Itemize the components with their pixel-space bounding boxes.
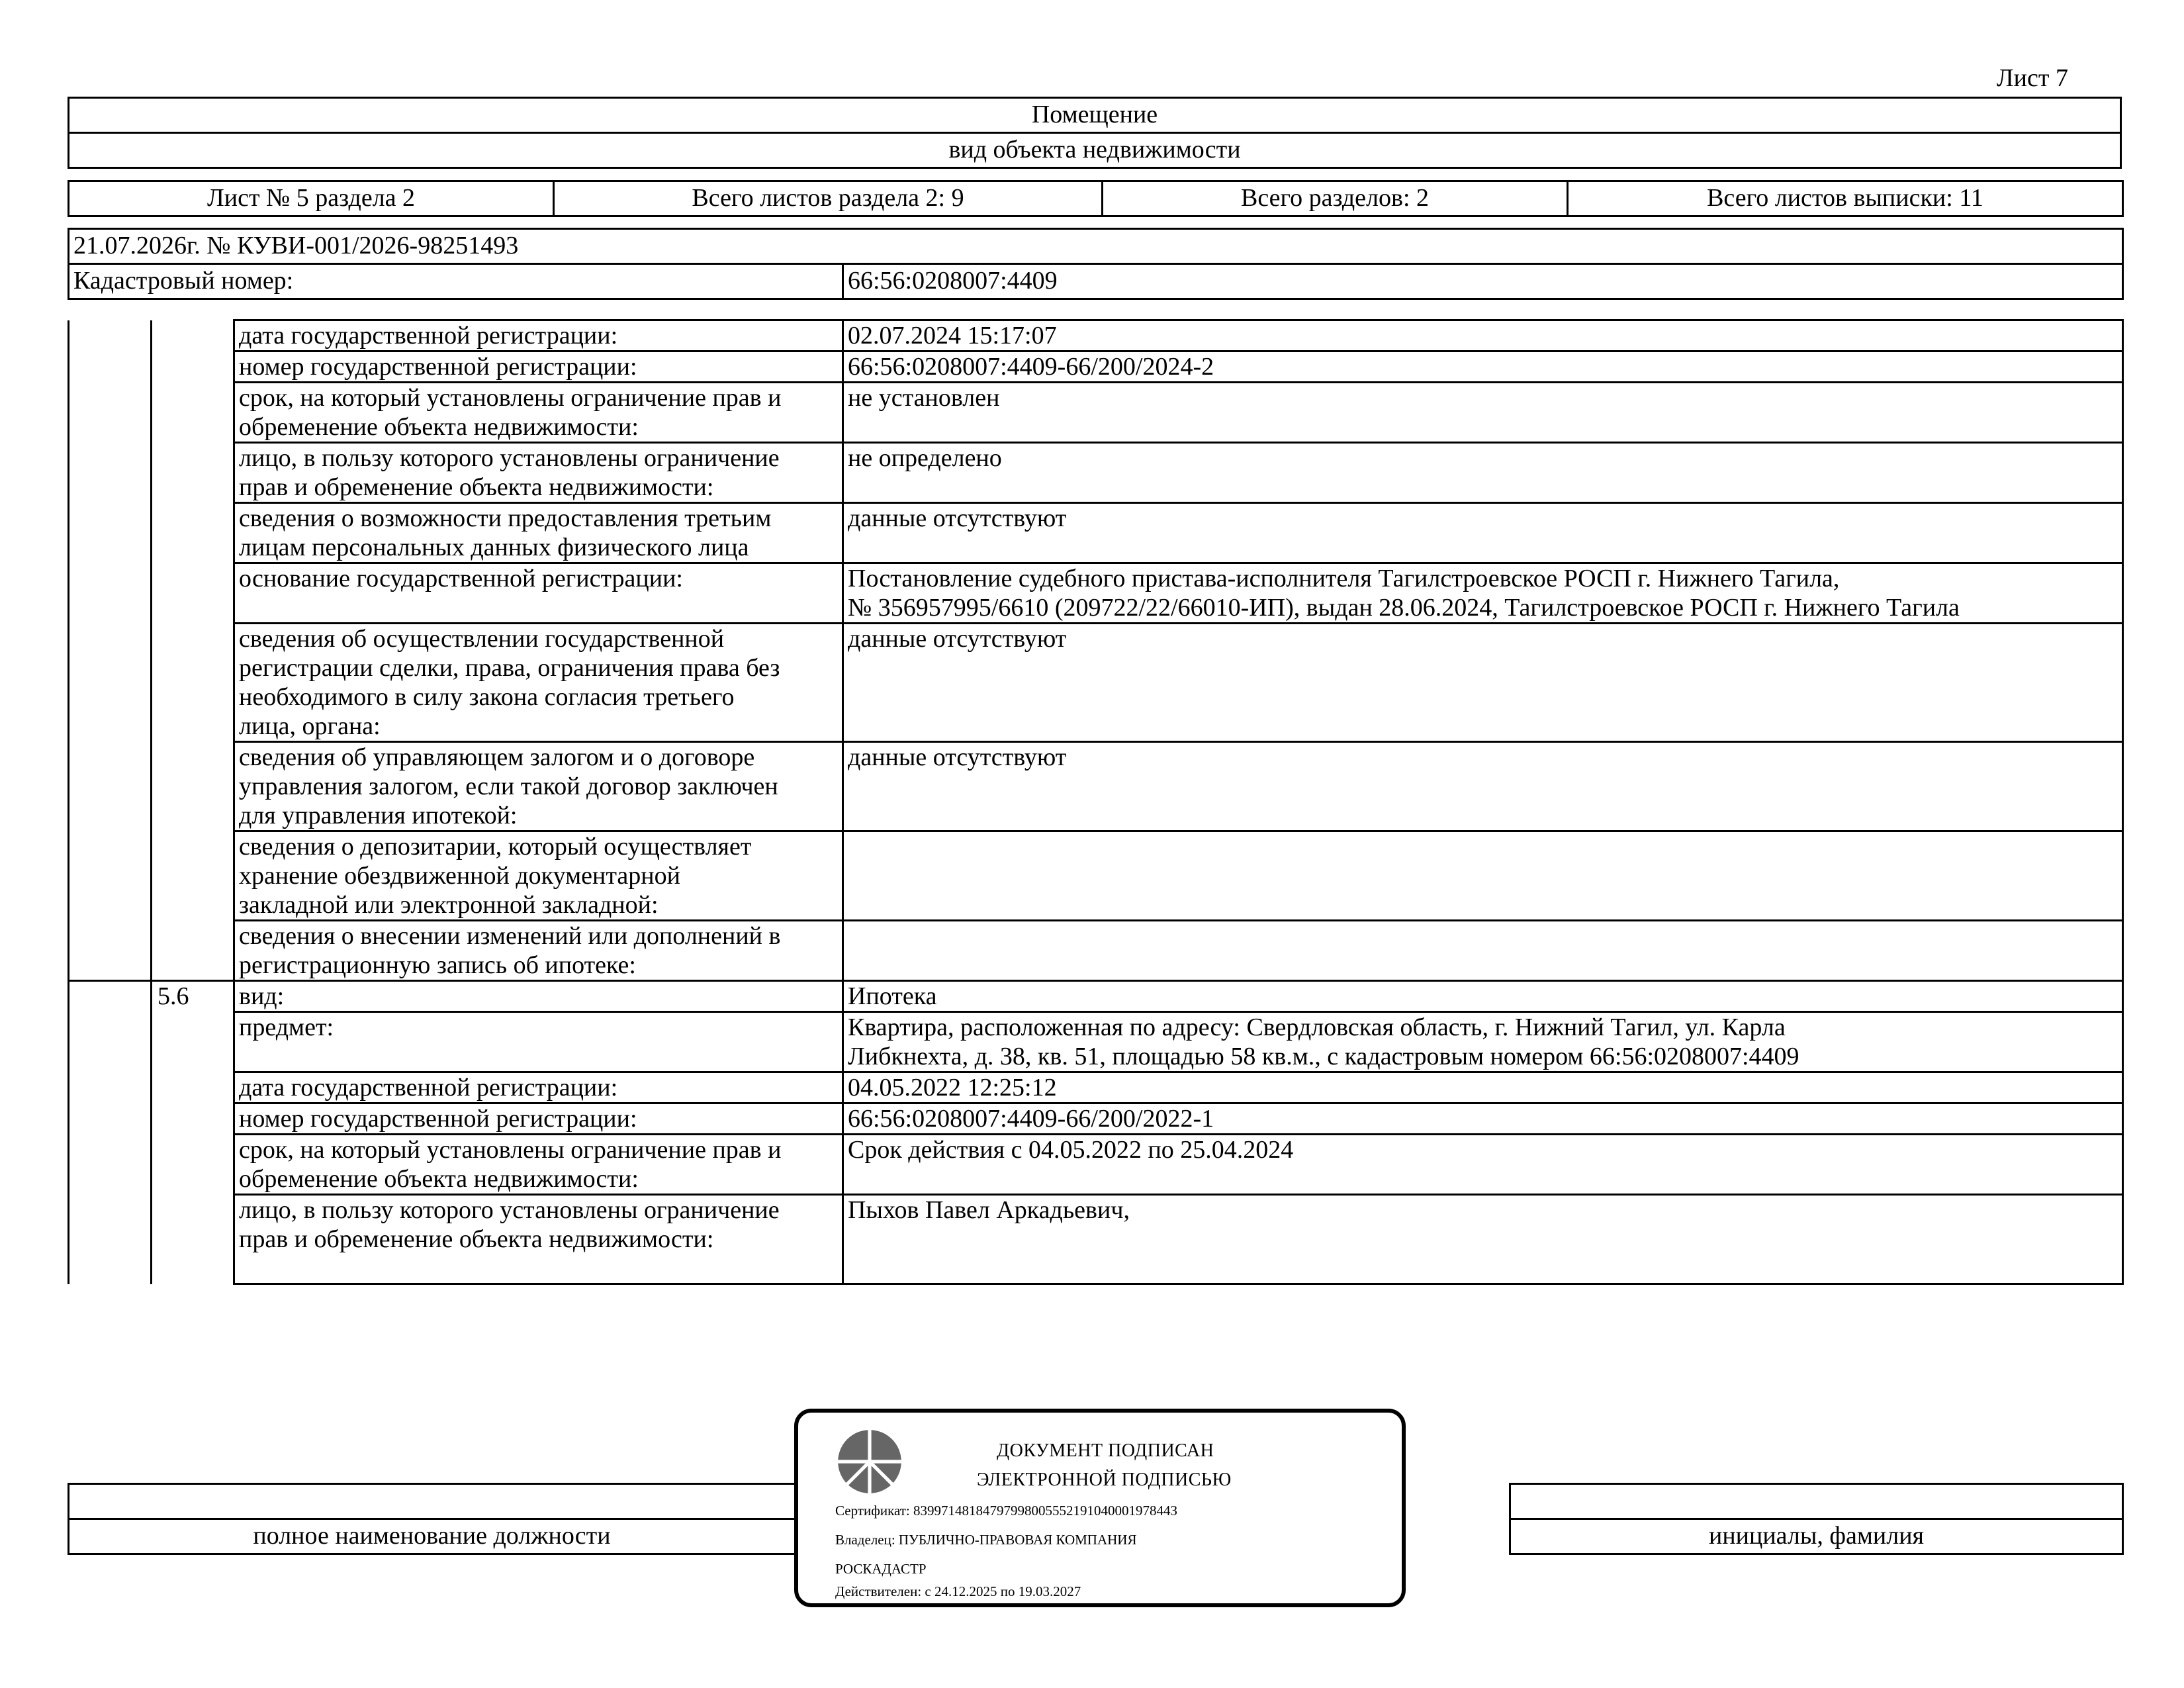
row-value-line: № 356957995/6610 (209722/22/66010-ИП), выдан 28.06.2024, Тагилстроевское РОСП г. Нижнего Тагила [848, 594, 1960, 622]
row-label [234, 831, 843, 921]
row-value [843, 624, 2123, 742]
row-label [234, 320, 843, 352]
object-name: Помещение [69, 98, 2121, 133]
sheet-of-section: Лист № 5 раздела 2 [69, 181, 554, 216]
row-label [234, 1012, 843, 1072]
table-row [69, 503, 2123, 563]
row-label-line: сведения об управляющем залогом и о договоре [239, 743, 755, 771]
row-value [843, 921, 2123, 981]
row-label [234, 443, 843, 503]
row-label-line: срок, на который установлены ограничение прав и [239, 1136, 782, 1164]
stamp-validity: Действителен: с 24.12.2025 по 19.03.2027 [835, 1583, 1081, 1599]
cadastral-label: Кадастровый номер: [69, 264, 843, 299]
row-value-line: не определено [848, 444, 1002, 472]
table-row [69, 320, 2123, 352]
table-row [69, 624, 2123, 742]
row-value [843, 742, 2123, 831]
row-label-line: срок, на который установлены ограничение прав и [239, 384, 782, 412]
row-label [234, 981, 843, 1012]
table-row [69, 981, 2123, 1012]
table-row [69, 1012, 2123, 1072]
row-value-line: данные отсутствуют [848, 504, 1067, 532]
row-label-line: обременение объекта недвижимости: [239, 413, 639, 441]
row-label [234, 624, 843, 742]
table-row [69, 742, 2123, 831]
table-row [69, 352, 2123, 383]
total-sections: Всего разделов: 2 [1103, 181, 1568, 216]
row-label-line: сведения о внесении изменений или дополнений в [239, 922, 781, 950]
sheet-number: Лист 7 [1996, 64, 2068, 92]
row-label [234, 1103, 843, 1135]
row-label-line: основание государственной регистрации: [239, 565, 683, 592]
row-value [843, 320, 2123, 352]
row-label [234, 742, 843, 831]
row-value [843, 503, 2123, 563]
row-value-line: Ипотека [848, 982, 937, 1010]
row-label-line: обременение объекта недвижимости: [239, 1165, 639, 1193]
row-label-line: вид: [239, 982, 285, 1010]
row-value [843, 1195, 2123, 1284]
row-value-line: Пыхов Павел Аркадьевич, [848, 1196, 1130, 1224]
table-row [69, 443, 2123, 503]
row-value [843, 981, 2123, 1012]
row-value-line: данные отсутствуют [848, 625, 1067, 653]
table-row [69, 1195, 2123, 1284]
row-label-line: управления залогом, если такой договор заключен [239, 773, 778, 800]
row-label-line: сведения о возможности предоставления третьим [239, 504, 772, 532]
row-label-line: необходимого в силу закона согласия третьего [239, 683, 735, 711]
row-label-line: для управления ипотекой: [239, 802, 518, 829]
row-label-line: сведения об осуществлении государственной [239, 625, 725, 653]
position-cell [69, 1484, 796, 1519]
cadastral-value: 66:56:0208007:4409 [843, 264, 2123, 299]
row-label-line: предмет: [239, 1013, 334, 1041]
table-row [69, 921, 2123, 981]
row-label-line: лицам персональных данных физического лица [239, 534, 749, 561]
row-label-line: номер государственной регистрации: [239, 1105, 637, 1133]
row-label-line: закладной или электронной закладной: [239, 891, 659, 919]
rosreestr-logo-icon [835, 1427, 904, 1496]
table-row [69, 1072, 2123, 1103]
row-value [843, 1103, 2123, 1135]
row-label-line: дата государственной регистрации: [239, 1074, 618, 1102]
row-label [234, 563, 843, 624]
row-label [234, 383, 843, 443]
row-value-line: данные отсутствуют [848, 743, 1067, 771]
initials-cell [1510, 1484, 2123, 1519]
table-row [69, 383, 2123, 443]
row-label-line: дата государственной регистрации: [239, 322, 618, 350]
section-number: 5.6 [152, 981, 234, 1012]
row-value-line: Постановление судебного пристава-исполнителя Тагилстроевское РОСП г. Нижнего Тагила, [848, 565, 1840, 592]
row-value [843, 1135, 2123, 1195]
stamp-owner-line2: РОСКАДАСТР [835, 1561, 927, 1577]
row-value [843, 1012, 2123, 1072]
row-label-line: лицо, в пользу которого установлены ограничение [239, 1196, 780, 1224]
row-value-line: не установлен [848, 384, 1000, 412]
sheet-counts-table [68, 180, 2124, 217]
row-value [843, 443, 2123, 503]
row-label [234, 1135, 843, 1195]
row-label-line: прав и обременение объекта недвижимости: [239, 1225, 714, 1253]
table-row [69, 1135, 2123, 1195]
table-row [69, 1103, 2123, 1135]
table-row [69, 563, 2123, 624]
header-table [68, 228, 2124, 300]
table-row [69, 831, 2123, 921]
extract-date-number: 21.07.2026г. № КУВИ-001/2026-98251493 [69, 229, 2123, 264]
row-label [234, 1072, 843, 1103]
row-value-line: Срок действия с 04.05.2022 по 25.04.2024 [848, 1136, 1294, 1164]
row-label-line [239, 1254, 838, 1283]
total-sheets-extract: Всего листов выписки: 11 [1568, 181, 2123, 216]
stamp-title-line1: ДОКУМЕНТ ПОДПИСАН [997, 1440, 1214, 1461]
row-value [843, 831, 2123, 921]
electronic-signature-stamp [794, 1409, 1406, 1607]
row-label-line: лицо, в пользу которого установлены ограничение [239, 444, 780, 472]
row-label-line: регистрационную запись об ипотеке: [239, 951, 636, 979]
object-table [68, 97, 2122, 169]
row-label-line: регистрации сделки, права, ограничения права без [239, 654, 780, 682]
position-caption: полное наименование должности [69, 1519, 796, 1554]
row-value-line: 02.07.2024 15:17:07 [848, 322, 1057, 350]
row-label [234, 352, 843, 383]
initials-caption: инициалы, фамилия [1510, 1519, 2123, 1554]
stamp-title-line2: ЭЛЕКТРОННОЙ ПОДПИСЬЮ [977, 1470, 1232, 1490]
row-value-line: 66:56:0208007:4409-66/200/2022-1 [848, 1105, 1214, 1133]
row-value [843, 383, 2123, 443]
row-value-line: Либкнехта, д. 38, кв. 51, площадью 58 кв.м., с кадастровым номером 66:56:0208007:4409 [848, 1043, 1799, 1070]
row-label [234, 503, 843, 563]
row-label-line: сведения о депозитарии, который осуществляет [239, 833, 752, 861]
row-value [843, 352, 2123, 383]
total-sheets-section: Всего листов раздела 2: 9 [554, 181, 1103, 216]
object-kind-caption: вид объекта недвижимости [69, 133, 2121, 168]
row-value [843, 563, 2123, 624]
row-label-line: прав и обременение объекта недвижимости: [239, 473, 714, 501]
row-label-line: лица, органа: [239, 712, 381, 740]
row-value-line: 04.05.2022 12:25:12 [848, 1074, 1057, 1102]
encumbrance-table [68, 319, 2124, 1285]
row-label [234, 921, 843, 981]
row-value-line: Квартира, расположенная по адресу: Свердловская область, г. Нижний Тагил, ул. Карла [848, 1013, 1786, 1041]
row-label-line: номер государственной регистрации: [239, 353, 637, 381]
row-value-line: 66:56:0208007:4409-66/200/2024-2 [848, 353, 1214, 381]
stamp-certificate: Сертификат: 8399714818479799800555219104000197844З [835, 1503, 1178, 1519]
row-value [843, 1072, 2123, 1103]
row-label [234, 1195, 843, 1284]
row-label-line: хранение обездвиженной документарной [239, 862, 680, 890]
stamp-owner-line1: Владелец: ПУБЛИЧНО-ПРАВОВАЯ КОМПАНИЯ [835, 1532, 1137, 1548]
